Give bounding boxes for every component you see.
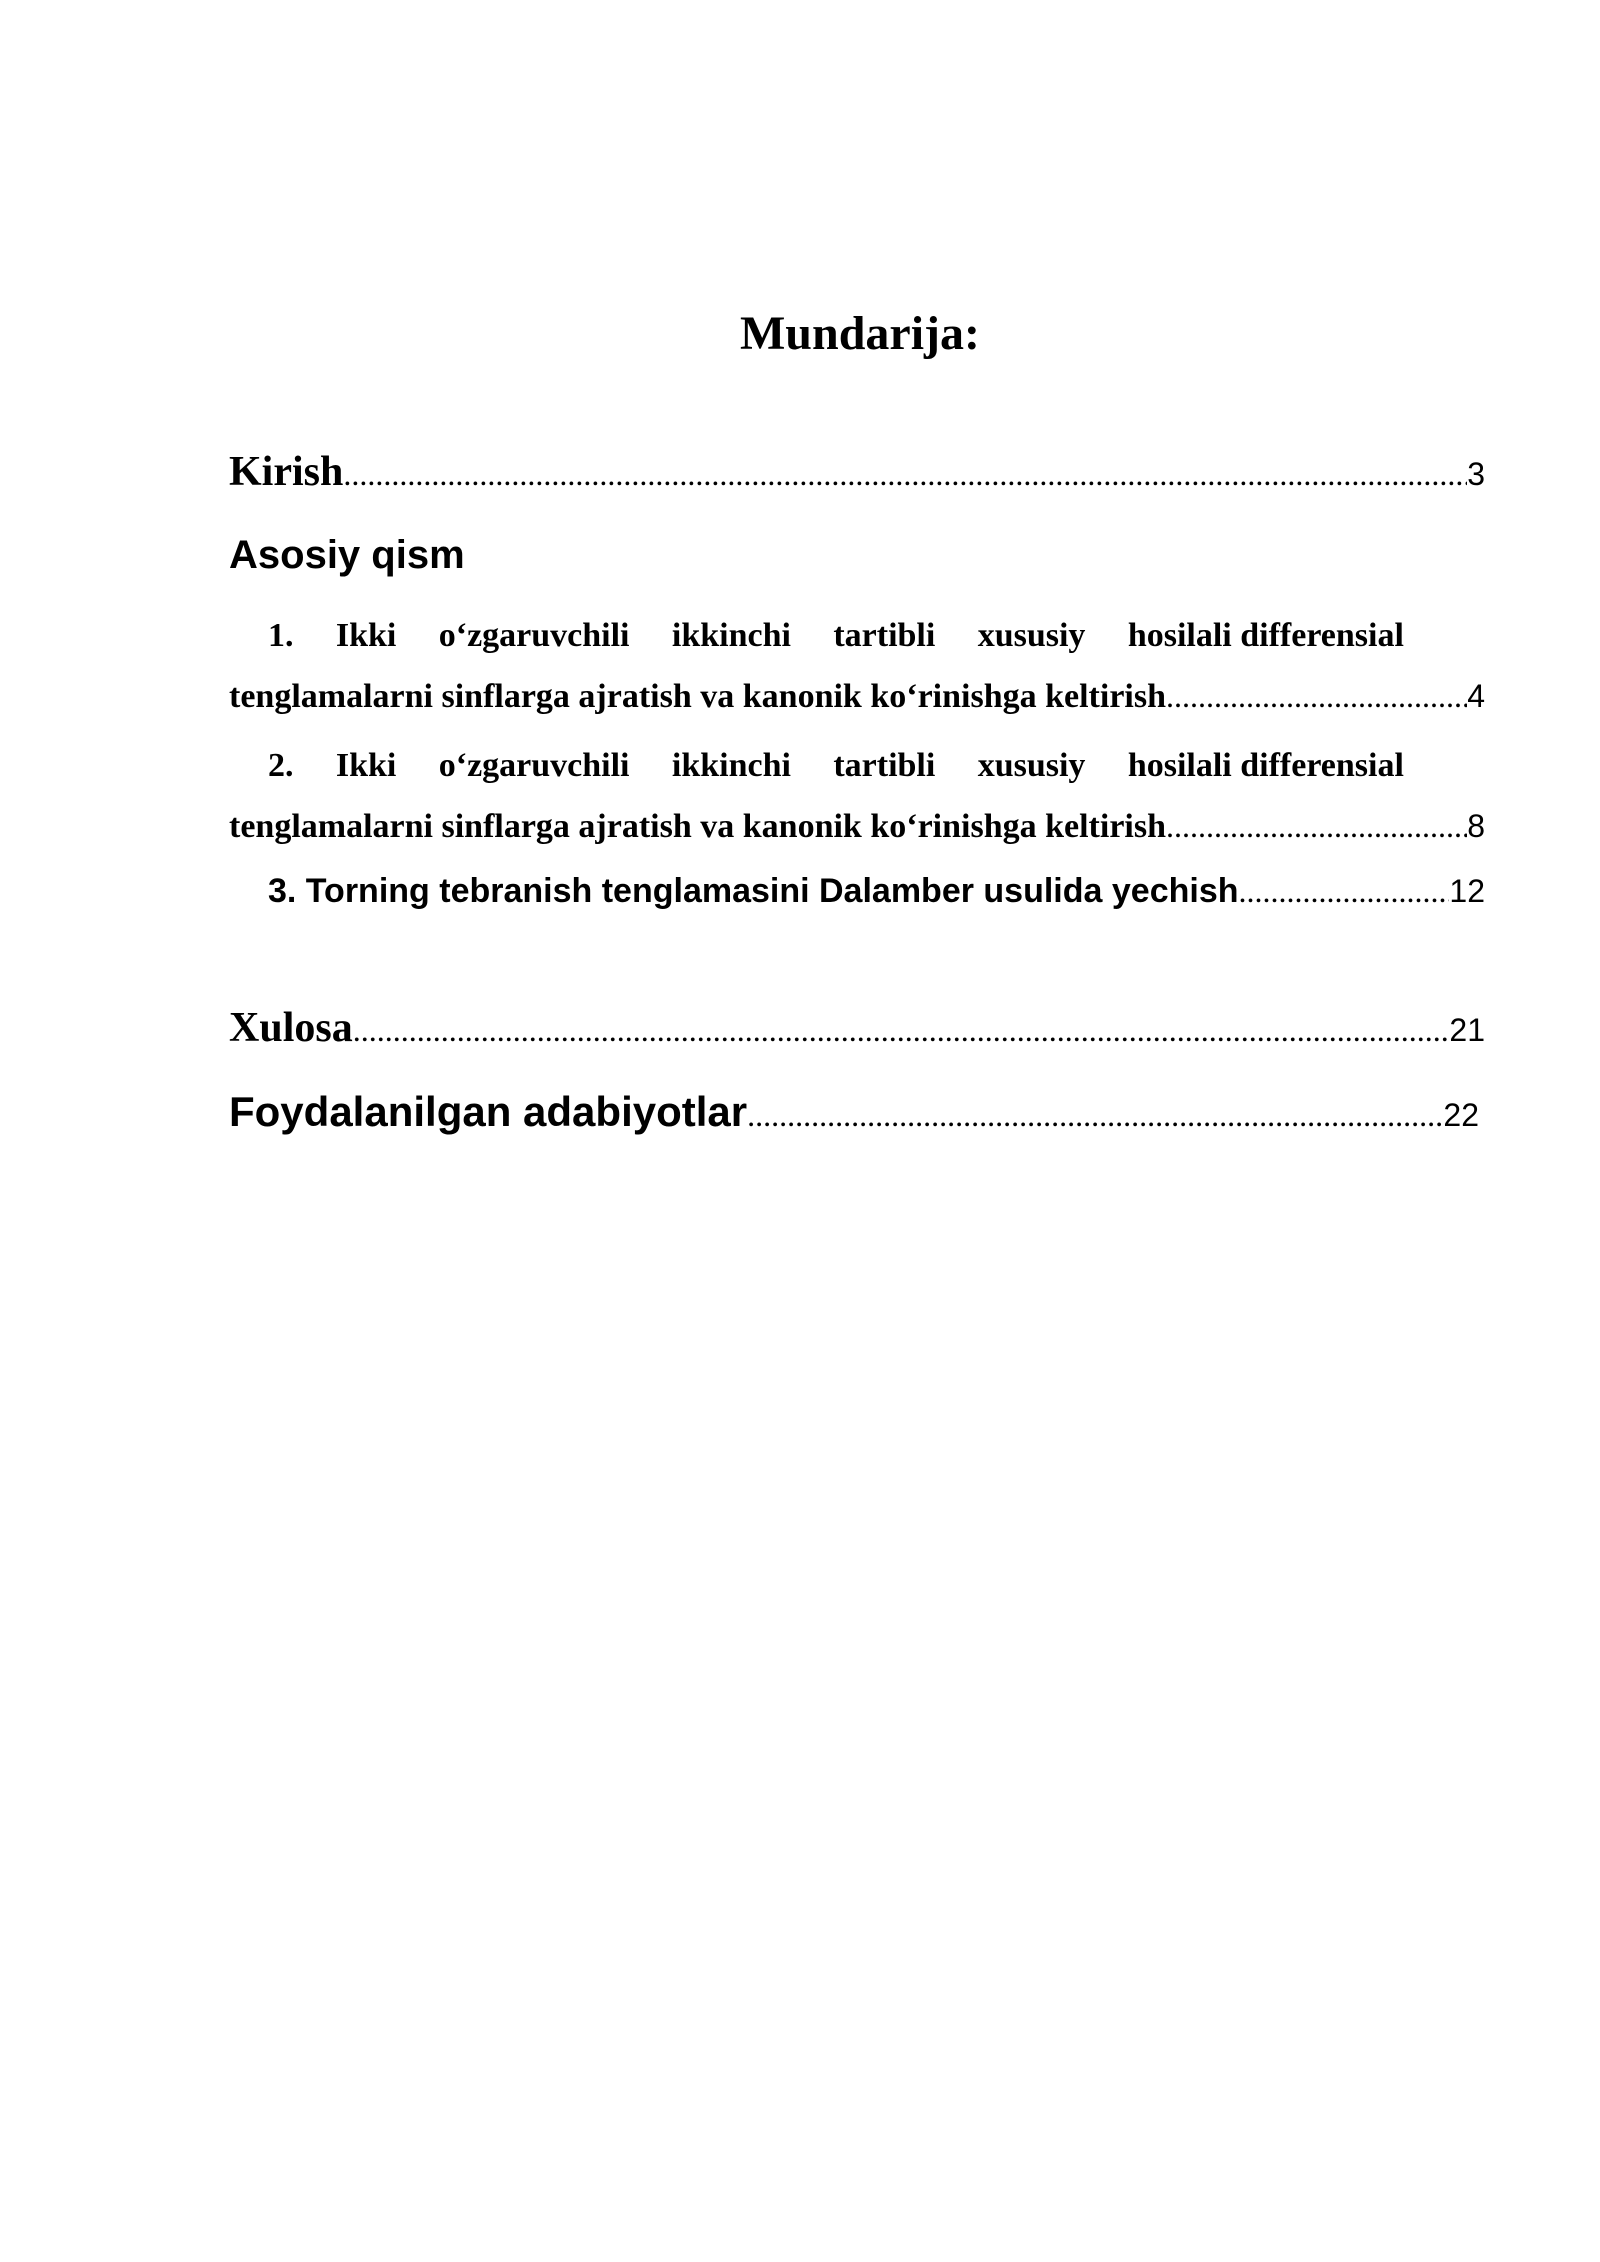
toc-page-number: 3: [1467, 456, 1485, 492]
toc-word: o‘zgaruvchili: [438, 617, 630, 654]
toc-word: xususiy: [977, 617, 1086, 654]
toc-dot-leader: [343, 456, 1467, 493]
toc-word: ikkinchi: [671, 617, 791, 654]
toc-word: Ikki: [335, 747, 397, 784]
toc-entry-xulosa[interactable]: [229, 1004, 1485, 1052]
toc-word: hosilali differensial: [1127, 747, 1404, 784]
toc-word: Ikki: [335, 617, 397, 654]
toc-word: o‘zgaruvchili: [438, 747, 630, 784]
toc-word: tartibli: [833, 747, 936, 784]
toc-dot-leader: [747, 1097, 1443, 1134]
toc-entry-label: Kirish: [229, 449, 344, 495]
toc-page-number: 22: [1443, 1097, 1479, 1133]
toc-page-number: 12: [1449, 873, 1485, 909]
toc-entry-adabiyotlar[interactable]: [229, 1088, 1479, 1136]
toc-word: ikkinchi: [671, 747, 791, 784]
toc-dot-leader: [1166, 678, 1467, 715]
toc-entry-label: Foydalanilgan adabiyotlar: [229, 1088, 748, 1135]
toc-dot-leader: [1166, 808, 1467, 845]
toc-entry-label: tenglamalarni sinflarga ajratish va kanonik ko‘rinishga keltirish: [229, 808, 1166, 845]
toc-page-number: 21: [1449, 1012, 1485, 1048]
toc-entry-number: 2.: [268, 747, 294, 784]
toc-entry-label: Xulosa: [229, 1005, 353, 1051]
toc-word: tartibli: [833, 617, 936, 654]
toc-entry-label: 3. Torning tebranish tenglamasini Dalamber usulida yechish: [268, 872, 1239, 910]
toc-entry-1-line1[interactable]: [268, 614, 1404, 658]
toc-dot-leader: [353, 1012, 1450, 1049]
page-title: Mundarija:: [740, 307, 980, 360]
toc-page-number: 8: [1467, 808, 1485, 844]
toc-entry-2-line2[interactable]: [229, 808, 1485, 846]
toc-entry-kirish[interactable]: [229, 448, 1485, 496]
toc-page-number: 4: [1467, 678, 1485, 714]
toc-entry-3[interactable]: [268, 872, 1485, 911]
toc-entry-2-line1[interactable]: [268, 744, 1404, 788]
section-heading-asosiy: Asosiy qism: [229, 533, 465, 577]
toc-entry-label: tenglamalarni sinflarga ajratish va kanonik ko‘rinishga keltirish: [229, 678, 1166, 715]
toc-entry-1-line2[interactable]: [229, 678, 1485, 716]
toc-dot-leader: [1239, 873, 1450, 910]
toc-word: hosilali differensial: [1127, 617, 1404, 654]
toc-word: xususiy: [977, 747, 1086, 784]
toc-entry-number: 1.: [268, 617, 294, 654]
